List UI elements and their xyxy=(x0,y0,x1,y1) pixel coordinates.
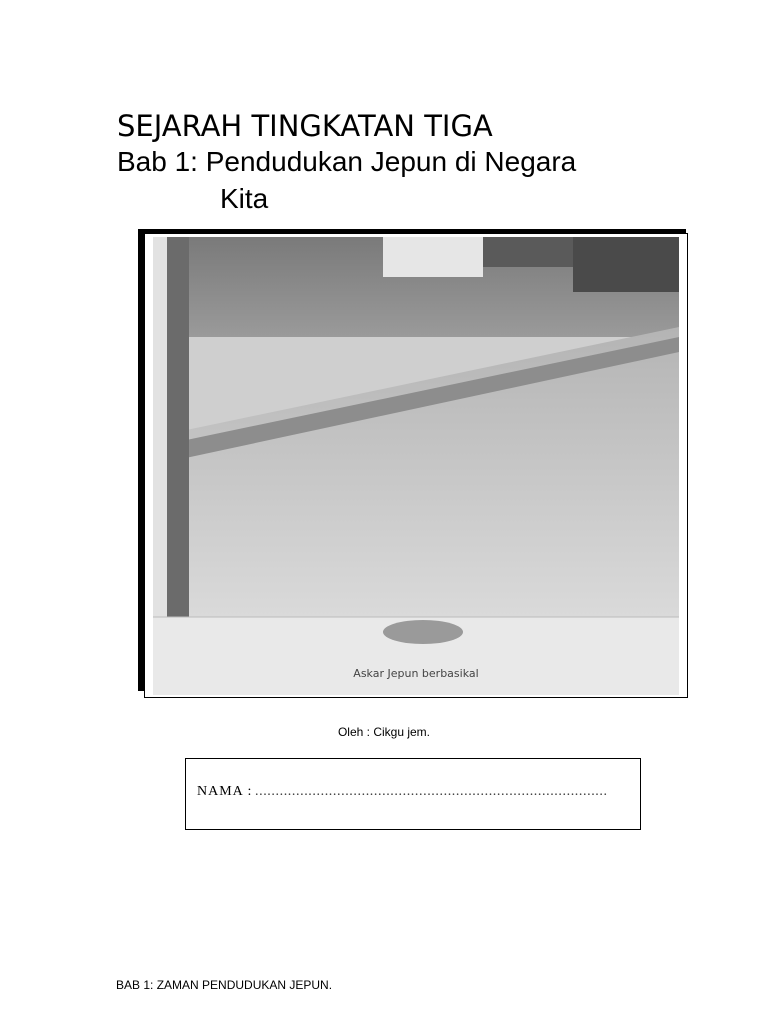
name-input-line[interactable]: ...................................................................................... xyxy=(255,784,608,799)
name-field-box[interactable] xyxy=(185,758,641,830)
chapter-title: Bab 1: Pendudukan Jepun di Negara xyxy=(117,146,577,177)
page-title: SEJARAH TINGKATAN TIGA xyxy=(117,109,493,143)
name-label: NAMA : xyxy=(197,784,253,799)
svg-text:Askar Jepun berbasikal: Askar Jepun berbasikal xyxy=(353,667,479,680)
chapter-title-continued: Kita xyxy=(220,183,269,214)
author-byline: Oleh : Cikgu jem. xyxy=(337,725,431,739)
footer-chapter-title: BAB 1: ZAMAN PENDUDUKAN JEPUN. xyxy=(116,978,333,992)
historical-photo xyxy=(153,237,679,695)
